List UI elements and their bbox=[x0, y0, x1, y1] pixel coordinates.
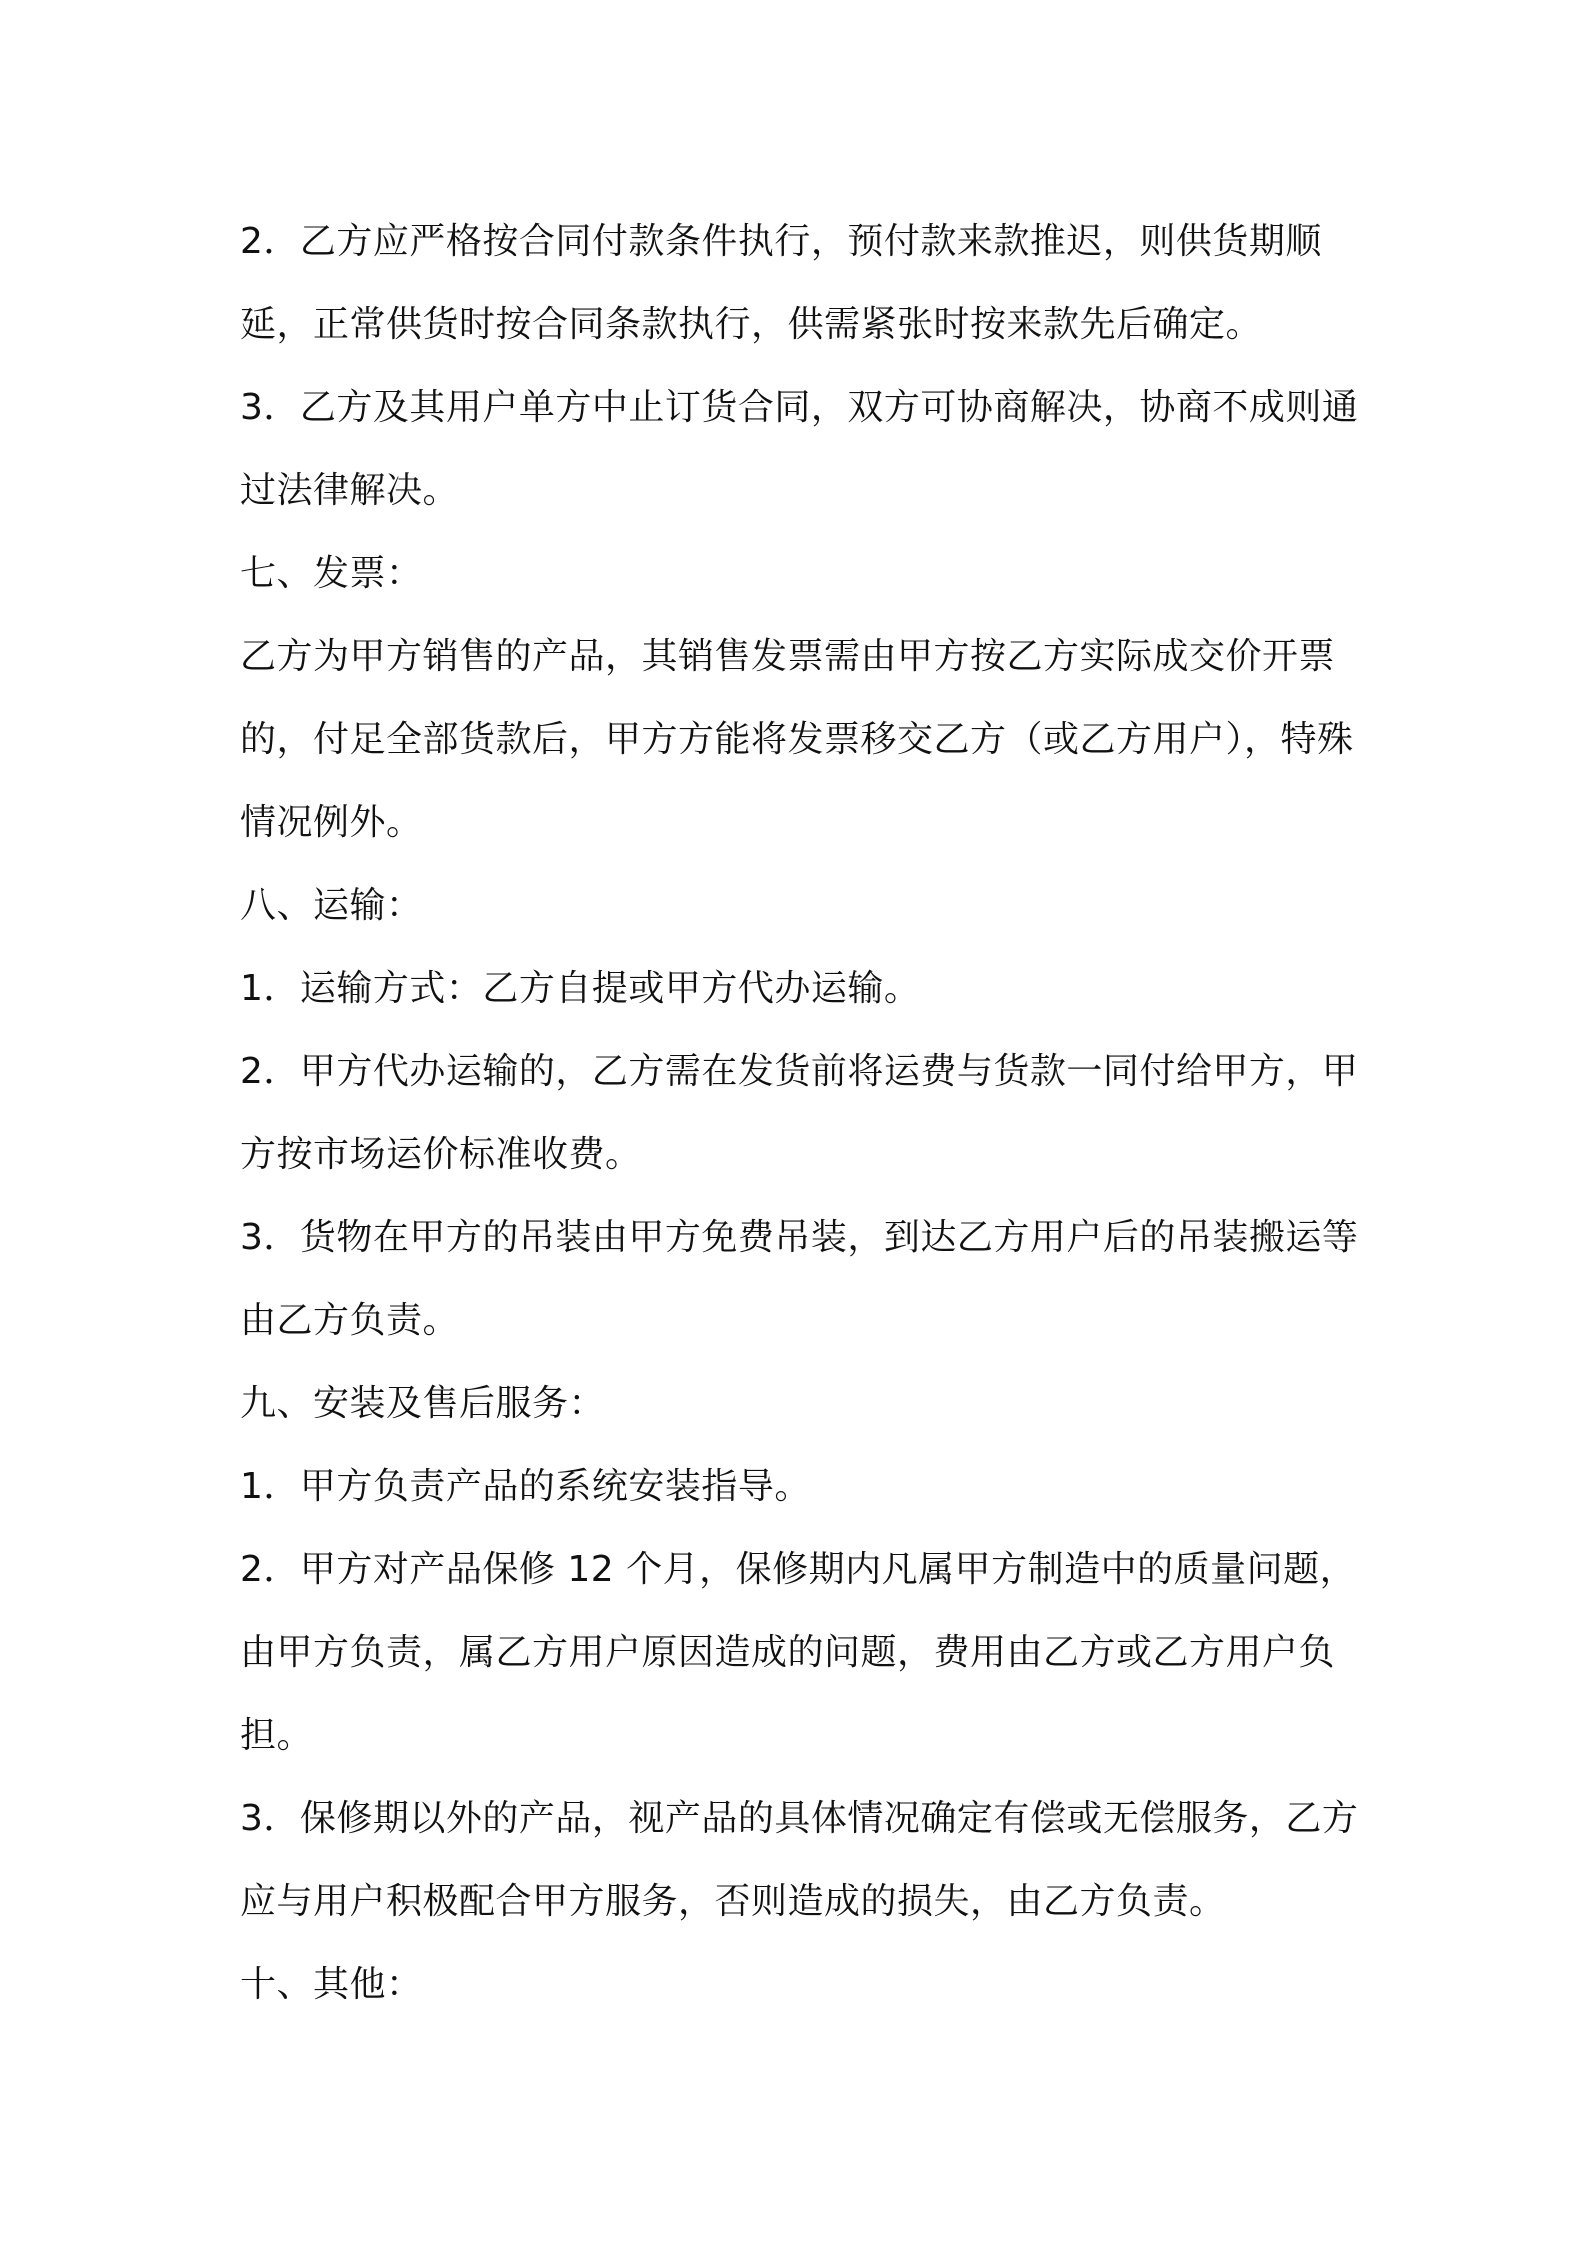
section-heading-transport: 八、运输： bbox=[240, 885, 423, 926]
clause-2-payment-terms: 2．乙方应严格按合同付款条件执行，预付款来款推迟，则供货期顺延，正常供货时按合同条款执行，供需紧张时按来款先后确定。 bbox=[240, 221, 1322, 345]
section-heading-other: 十、其他： bbox=[240, 1964, 423, 2005]
transport-clause-3: 3．货物在甲方的吊装由甲方免费吊装，到达乙方用户后的吊装搬运等由乙方负责。 bbox=[240, 1217, 1359, 1341]
service-clause-2: 2．甲方对产品保修 12 个月，保修期内凡属甲方制造中的质量问题，由甲方负责，属乙方用户原因造成的问题，费用由乙方或乙方用户负担。 bbox=[240, 1549, 1357, 1756]
document-page bbox=[240, 200, 1360, 2026]
section-heading-installation-service: 九、安装及售后服务： bbox=[240, 1383, 606, 1424]
transport-clause-1: 1．运输方式：乙方自提或甲方代办运输。 bbox=[240, 968, 921, 1009]
service-clause-1: 1．甲方负责产品的系统安装指导。 bbox=[240, 1466, 811, 1507]
clause-3-contract-termination: 3．乙方及其用户单方中止订货合同，双方可协商解决，协商不成则通过法律解决。 bbox=[240, 387, 1359, 511]
section-heading-invoice: 七、发票： bbox=[240, 553, 423, 594]
service-clause-3: 3．保修期以外的产品，视产品的具体情况确定有偿或无偿服务，乙方应与用户积极配合甲方服务，否则造成的损失，由乙方负责。 bbox=[240, 1798, 1359, 1922]
transport-clause-2: 2．甲方代办运输的，乙方需在发货前将运费与货款一同付给甲方，甲方按市场运价标准收费。 bbox=[240, 1051, 1359, 1175]
invoice-paragraph: 乙方为甲方销售的产品，其销售发票需由甲方按乙方实际成交价开票的，付足全部货款后，甲方方能将发票移交乙方（或乙方用户），特殊情况例外。 bbox=[240, 636, 1354, 843]
